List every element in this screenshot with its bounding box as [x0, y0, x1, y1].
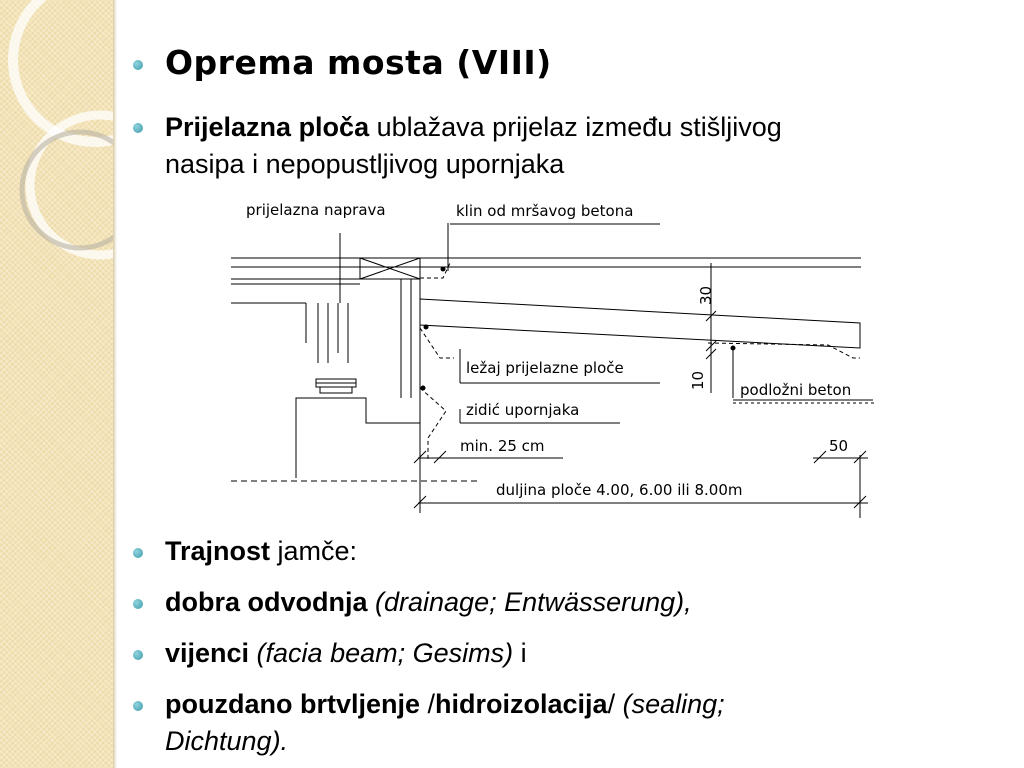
page-title: Oprema mosta (VIII) — [165, 43, 552, 82]
dimension-50: 50 — [829, 437, 849, 455]
approach-slab-diagram — [228, 193, 878, 518]
intro-line-2: nasipa i nepopustljivog upornjaka — [165, 149, 565, 179]
bullet-icon — [133, 599, 143, 609]
bullet-trajnost-term: Trajnost — [165, 536, 271, 566]
bullet-brtvljenje-sep: / — [420, 689, 436, 719]
intro-line-1 — [165, 111, 782, 144]
bullet-vijenci — [165, 637, 527, 670]
intro-term: Prijelazna ploča — [165, 112, 370, 142]
dimension-min: min. 25 cm — [460, 437, 545, 455]
bullet-brtvljenje-sep2: / — [607, 689, 616, 719]
intro-text: ublažava prijelaz između stišljivog — [369, 112, 782, 142]
bullet-icon — [133, 650, 143, 660]
bullet-brtvljenje-translation-2: Dichtung). — [165, 726, 289, 756]
bullet-vijenci-translation: (facia beam; Gesims) — [249, 638, 514, 668]
bullet-odvodnja — [165, 586, 692, 619]
bullet-trajnost-text: jamče: — [270, 536, 358, 566]
sidebar-divider — [113, 0, 117, 768]
bullet-hidroizolacija-term: hidroizolacija — [435, 689, 608, 719]
bullet-brtvljenje-line-2 — [165, 725, 288, 758]
bullet-vijenci-text: i — [513, 638, 527, 668]
bullet-odvodnja-translation: (drainage; Entwässerung), — [367, 587, 692, 617]
bullet-brtvljenje-term: pouzdano brtvljenje — [165, 689, 421, 719]
dimension-10: 10 — [689, 370, 707, 390]
bullet-brtvljenje — [165, 688, 725, 721]
label-podlozni: podložni beton — [740, 381, 852, 399]
label-prijelazna-naprava: prijelazna naprava — [246, 201, 386, 219]
bullet-vijenci-term: vijenci — [165, 638, 250, 668]
bullet-icon — [133, 701, 143, 711]
bullet-brtvljenje-translation: (sealing; — [615, 689, 725, 719]
bullet-icon — [133, 60, 143, 70]
bullet-icon — [133, 123, 143, 133]
dimension-duljina: duljina ploče 4.00, 6.00 ili 8.00m — [496, 481, 743, 499]
decorative-sidebar — [0, 0, 113, 768]
label-klin: klin od mršavog betona — [456, 202, 634, 220]
label-lezaj: ležaj prijelazne ploče — [466, 359, 624, 377]
dimension-30: 30 — [697, 285, 715, 305]
bullet-odvodnja-term: dobra odvodnja — [165, 587, 368, 617]
sidebar-ornament — [0, 0, 113, 768]
label-zidic: zidić upornjaka — [466, 401, 580, 419]
bullet-trajnost — [165, 535, 357, 568]
bullet-icon — [133, 548, 143, 558]
